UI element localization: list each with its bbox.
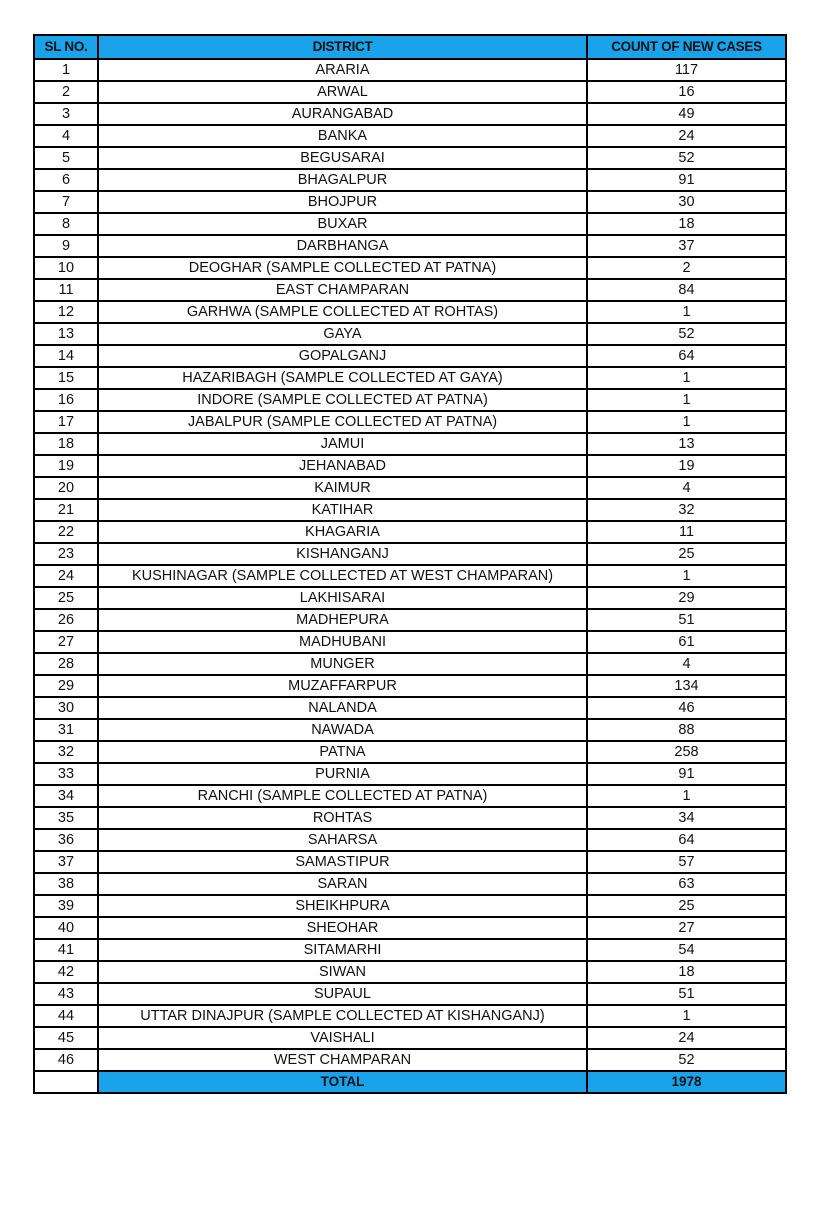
table-row bbox=[34, 455, 786, 477]
count-cell: 52 bbox=[587, 1049, 786, 1071]
count-cell: 24 bbox=[587, 125, 786, 147]
table-row bbox=[34, 323, 786, 345]
sl-no-cell: 7 bbox=[34, 191, 98, 213]
count-cell: 134 bbox=[587, 675, 786, 697]
district-cell: SARAN bbox=[98, 873, 587, 895]
sl-no-cell: 15 bbox=[34, 367, 98, 389]
district-cell: KUSHINAGAR (SAMPLE COLLECTED AT WEST CHAMPARAN) bbox=[98, 565, 587, 587]
district-cell: BHAGALPUR bbox=[98, 169, 587, 191]
count-cell: 1 bbox=[587, 411, 786, 433]
sl-no-cell: 10 bbox=[34, 257, 98, 279]
sl-no-cell: 14 bbox=[34, 345, 98, 367]
table-row bbox=[34, 301, 786, 323]
sl-no-cell: 28 bbox=[34, 653, 98, 675]
table-row bbox=[34, 543, 786, 565]
count-cell: 64 bbox=[587, 829, 786, 851]
sl-no-cell: 26 bbox=[34, 609, 98, 631]
sl-no-cell: 18 bbox=[34, 433, 98, 455]
table-row bbox=[34, 1049, 786, 1071]
sl-no-cell: 5 bbox=[34, 147, 98, 169]
district-cell: VAISHALI bbox=[98, 1027, 587, 1049]
table-row bbox=[34, 103, 786, 125]
sl-no-cell: 8 bbox=[34, 213, 98, 235]
table-body bbox=[34, 59, 786, 1071]
count-cell: 32 bbox=[587, 499, 786, 521]
district-cell: NALANDA bbox=[98, 697, 587, 719]
count-cell: 24 bbox=[587, 1027, 786, 1049]
sl-no-cell: 1 bbox=[34, 59, 98, 81]
sl-no-cell: 42 bbox=[34, 961, 98, 983]
sl-no-cell: 2 bbox=[34, 81, 98, 103]
sl-no-cell: 43 bbox=[34, 983, 98, 1005]
district-cell: GOPALGANJ bbox=[98, 345, 587, 367]
district-cell: MUNGER bbox=[98, 653, 587, 675]
sl-no-cell: 40 bbox=[34, 917, 98, 939]
district-cell: EAST CHAMPARAN bbox=[98, 279, 587, 301]
count-cell: 11 bbox=[587, 521, 786, 543]
district-cell: KHAGARIA bbox=[98, 521, 587, 543]
header-count: COUNT OF NEW CASES bbox=[587, 35, 786, 59]
district-cell: SIWAN bbox=[98, 961, 587, 983]
count-cell: 19 bbox=[587, 455, 786, 477]
sl-no-cell: 29 bbox=[34, 675, 98, 697]
count-cell: 91 bbox=[587, 169, 786, 191]
district-cell: GAYA bbox=[98, 323, 587, 345]
table-row bbox=[34, 499, 786, 521]
sl-no-cell: 11 bbox=[34, 279, 98, 301]
table-row bbox=[34, 697, 786, 719]
table-row bbox=[34, 521, 786, 543]
sl-no-cell: 6 bbox=[34, 169, 98, 191]
count-cell: 2 bbox=[587, 257, 786, 279]
count-cell: 1 bbox=[587, 301, 786, 323]
count-cell: 88 bbox=[587, 719, 786, 741]
sl-no-cell: 23 bbox=[34, 543, 98, 565]
district-cell: SAHARSA bbox=[98, 829, 587, 851]
sl-no-cell: 35 bbox=[34, 807, 98, 829]
table-row bbox=[34, 59, 786, 81]
sl-no-cell: 12 bbox=[34, 301, 98, 323]
table-row bbox=[34, 983, 786, 1005]
sl-no-cell: 37 bbox=[34, 851, 98, 873]
count-cell: 84 bbox=[587, 279, 786, 301]
table-row bbox=[34, 873, 786, 895]
table-row bbox=[34, 851, 786, 873]
count-cell: 4 bbox=[587, 477, 786, 499]
sl-no-cell: 32 bbox=[34, 741, 98, 763]
total-value: 1978 bbox=[587, 1071, 786, 1093]
table-row bbox=[34, 895, 786, 917]
count-cell: 1 bbox=[587, 785, 786, 807]
count-cell: 258 bbox=[587, 741, 786, 763]
table-row bbox=[34, 1005, 786, 1027]
sl-no-cell: 45 bbox=[34, 1027, 98, 1049]
sl-no-cell: 17 bbox=[34, 411, 98, 433]
header-row bbox=[34, 35, 786, 59]
sl-no-cell: 20 bbox=[34, 477, 98, 499]
district-cell: SUPAUL bbox=[98, 983, 587, 1005]
sl-no-cell: 25 bbox=[34, 587, 98, 609]
sl-no-cell: 9 bbox=[34, 235, 98, 257]
count-cell: 27 bbox=[587, 917, 786, 939]
total-blank-cell bbox=[34, 1071, 98, 1093]
count-cell: 49 bbox=[587, 103, 786, 125]
count-cell: 13 bbox=[587, 433, 786, 455]
count-cell: 57 bbox=[587, 851, 786, 873]
count-cell: 1 bbox=[587, 389, 786, 411]
count-cell: 16 bbox=[587, 81, 786, 103]
count-cell: 52 bbox=[587, 147, 786, 169]
total-label: TOTAL bbox=[98, 1071, 587, 1093]
district-cases-table bbox=[33, 34, 787, 1094]
count-cell: 4 bbox=[587, 653, 786, 675]
district-cell: SHEIKHPURA bbox=[98, 895, 587, 917]
table-row bbox=[34, 389, 786, 411]
district-cell: BEGUSARAI bbox=[98, 147, 587, 169]
table-row bbox=[34, 741, 786, 763]
table-row bbox=[34, 653, 786, 675]
count-cell: 18 bbox=[587, 213, 786, 235]
table-row bbox=[34, 917, 786, 939]
district-cell: LAKHISARAI bbox=[98, 587, 587, 609]
district-cell: JEHANABAD bbox=[98, 455, 587, 477]
district-cell: BHOJPUR bbox=[98, 191, 587, 213]
district-cell: SHEOHAR bbox=[98, 917, 587, 939]
sl-no-cell: 46 bbox=[34, 1049, 98, 1071]
table-row bbox=[34, 367, 786, 389]
sl-no-cell: 44 bbox=[34, 1005, 98, 1027]
count-cell: 25 bbox=[587, 895, 786, 917]
district-cell: UTTAR DINAJPUR (SAMPLE COLLECTED AT KISHANGANJ) bbox=[98, 1005, 587, 1027]
count-cell: 34 bbox=[587, 807, 786, 829]
district-cell: NAWADA bbox=[98, 719, 587, 741]
sl-no-cell: 30 bbox=[34, 697, 98, 719]
sl-no-cell: 21 bbox=[34, 499, 98, 521]
count-cell: 25 bbox=[587, 543, 786, 565]
table-row bbox=[34, 1027, 786, 1049]
header-sl-no: SL NO. bbox=[34, 35, 98, 59]
header-district: DISTRICT bbox=[98, 35, 587, 59]
count-cell: 1 bbox=[587, 565, 786, 587]
sl-no-cell: 13 bbox=[34, 323, 98, 345]
sl-no-cell: 3 bbox=[34, 103, 98, 125]
table-row bbox=[34, 961, 786, 983]
district-cell: BANKA bbox=[98, 125, 587, 147]
count-cell: 1 bbox=[587, 367, 786, 389]
table-row bbox=[34, 477, 786, 499]
sl-no-cell: 33 bbox=[34, 763, 98, 785]
table-row bbox=[34, 191, 786, 213]
table-row bbox=[34, 257, 786, 279]
district-cell: RANCHI (SAMPLE COLLECTED AT PATNA) bbox=[98, 785, 587, 807]
table-row bbox=[34, 675, 786, 697]
sl-no-cell: 27 bbox=[34, 631, 98, 653]
sl-no-cell: 39 bbox=[34, 895, 98, 917]
count-cell: 1 bbox=[587, 1005, 786, 1027]
table-row bbox=[34, 785, 786, 807]
count-cell: 61 bbox=[587, 631, 786, 653]
table-row bbox=[34, 763, 786, 785]
table-row bbox=[34, 81, 786, 103]
table-row bbox=[34, 345, 786, 367]
sl-no-cell: 19 bbox=[34, 455, 98, 477]
district-cell: HAZARIBAGH (SAMPLE COLLECTED AT GAYA) bbox=[98, 367, 587, 389]
sl-no-cell: 31 bbox=[34, 719, 98, 741]
district-cell: ARWAL bbox=[98, 81, 587, 103]
district-cell: MUZAFFARPUR bbox=[98, 675, 587, 697]
table-row bbox=[34, 213, 786, 235]
table-row bbox=[34, 719, 786, 741]
district-cell: MADHEPURA bbox=[98, 609, 587, 631]
sl-no-cell: 41 bbox=[34, 939, 98, 961]
district-cell: ARARIA bbox=[98, 59, 587, 81]
sl-no-cell: 24 bbox=[34, 565, 98, 587]
table-row bbox=[34, 609, 786, 631]
count-cell: 30 bbox=[587, 191, 786, 213]
district-cell: GARHWA (SAMPLE COLLECTED AT ROHTAS) bbox=[98, 301, 587, 323]
table-row bbox=[34, 279, 786, 301]
count-cell: 63 bbox=[587, 873, 786, 895]
sl-no-cell: 36 bbox=[34, 829, 98, 851]
sl-no-cell: 34 bbox=[34, 785, 98, 807]
district-cell: KISHANGANJ bbox=[98, 543, 587, 565]
table-row bbox=[34, 411, 786, 433]
district-cell: SAMASTIPUR bbox=[98, 851, 587, 873]
table-row bbox=[34, 169, 786, 191]
district-cell: PURNIA bbox=[98, 763, 587, 785]
district-cell: KATIHAR bbox=[98, 499, 587, 521]
district-cell: JAMUI bbox=[98, 433, 587, 455]
total-row bbox=[34, 1071, 786, 1093]
table-row bbox=[34, 631, 786, 653]
table-row bbox=[34, 433, 786, 455]
district-cell: INDORE (SAMPLE COLLECTED AT PATNA) bbox=[98, 389, 587, 411]
count-cell: 46 bbox=[587, 697, 786, 719]
district-cell: DARBHANGA bbox=[98, 235, 587, 257]
table-row bbox=[34, 565, 786, 587]
district-cell: BUXAR bbox=[98, 213, 587, 235]
count-cell: 51 bbox=[587, 983, 786, 1005]
table-row bbox=[34, 235, 786, 257]
district-cell: KAIMUR bbox=[98, 477, 587, 499]
district-cell: SITAMARHI bbox=[98, 939, 587, 961]
district-cell: ROHTAS bbox=[98, 807, 587, 829]
sl-no-cell: 4 bbox=[34, 125, 98, 147]
count-cell: 18 bbox=[587, 961, 786, 983]
count-cell: 64 bbox=[587, 345, 786, 367]
district-cell: MADHUBANI bbox=[98, 631, 587, 653]
count-cell: 51 bbox=[587, 609, 786, 631]
table-row bbox=[34, 147, 786, 169]
district-cell: JABALPUR (SAMPLE COLLECTED AT PATNA) bbox=[98, 411, 587, 433]
count-cell: 117 bbox=[587, 59, 786, 81]
count-cell: 37 bbox=[587, 235, 786, 257]
district-cell: PATNA bbox=[98, 741, 587, 763]
count-cell: 54 bbox=[587, 939, 786, 961]
table-row bbox=[34, 125, 786, 147]
district-cell: DEOGHAR (SAMPLE COLLECTED AT PATNA) bbox=[98, 257, 587, 279]
table-row bbox=[34, 807, 786, 829]
count-cell: 91 bbox=[587, 763, 786, 785]
sl-no-cell: 16 bbox=[34, 389, 98, 411]
sl-no-cell: 22 bbox=[34, 521, 98, 543]
table-row bbox=[34, 829, 786, 851]
table-row bbox=[34, 587, 786, 609]
sl-no-cell: 38 bbox=[34, 873, 98, 895]
district-cell: AURANGABAD bbox=[98, 103, 587, 125]
district-cases-sheet bbox=[33, 34, 785, 1094]
district-cell: WEST CHAMPARAN bbox=[98, 1049, 587, 1071]
table-row bbox=[34, 939, 786, 961]
count-cell: 52 bbox=[587, 323, 786, 345]
count-cell: 29 bbox=[587, 587, 786, 609]
